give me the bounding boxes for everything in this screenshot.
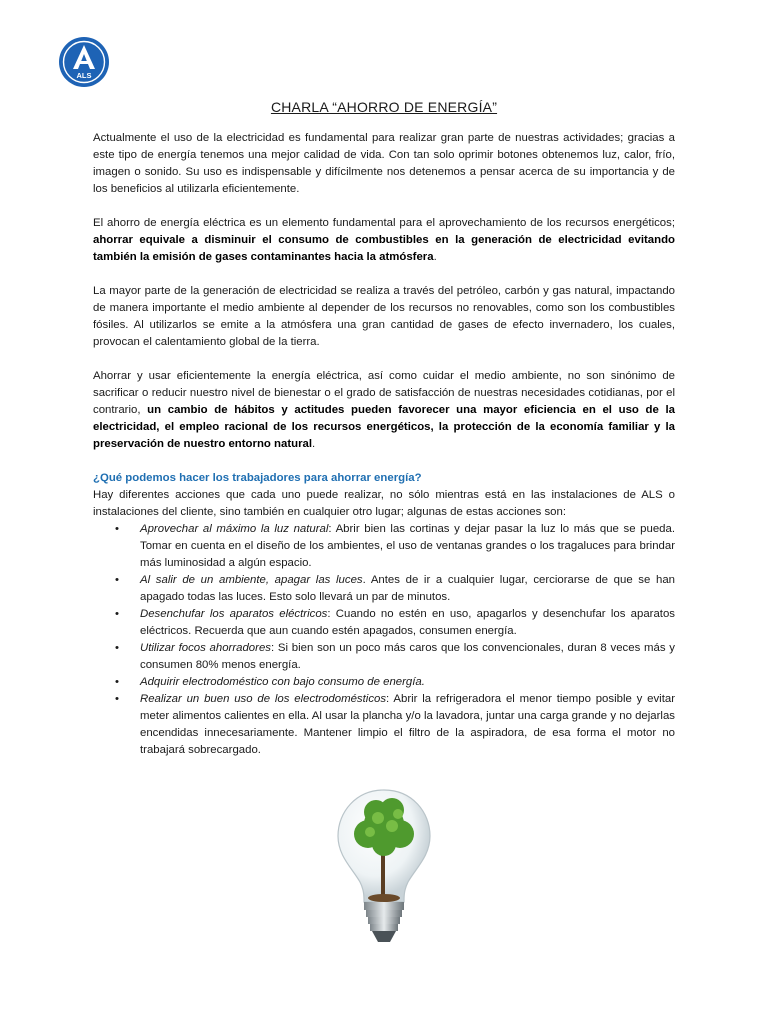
actions-list [93, 521, 675, 759]
als-logo [58, 36, 110, 88]
list-item [93, 691, 675, 759]
section-intro: Hay diferentes acciones que cada uno puede realizar, no sólo mientras está en las instalaciones de ALS o instalaciones del cliente, sino también en cualquier otro lugar; algunas de estas acciones son: [93, 489, 675, 518]
list-item [93, 674, 675, 691]
list-item-text: : Cuando no estén en uso, apagarlos y desenchufar los aparatos eléctricos. Recuerda que aun cuando estén apagados, consumen energía. [140, 608, 675, 637]
list-item-text: : Si bien son un poco más caros que los convencionales, duran 8 veces más y consumen 80% menos energía. [140, 642, 676, 671]
list-item-text: : Abrir bien las cortinas y dejar pasar la luz lo más que se pueda. Tomar en cuenta en el diseño de los ambientes, el uso de ventanas grandes o los tragaluces para brindar más luminosidad a algún espacio. [140, 523, 675, 569]
paragraph-4 [93, 368, 675, 453]
bullet-icon: • [115, 523, 119, 535]
list-item [93, 640, 675, 674]
list-item-title: Realizar un buen uso de los electrodomésticos [140, 693, 387, 705]
bullet-icon: • [115, 676, 119, 688]
document-title: CHARLA “AHORRO DE ENERGÍA” [270, 99, 498, 115]
list-item [93, 572, 675, 606]
paragraph-2-emphasis: ahorrar equivale a disminuir el consumo de combustibles en la generación de electricidad evitando también la emisión de gases contaminantes hacia la atmósfera [93, 234, 675, 263]
list-item-title: Al salir de un ambiente, apagar las luces [140, 574, 363, 586]
list-item [93, 606, 675, 640]
paragraph-4-end: . [312, 438, 316, 450]
list-item-text: : Abrir la refrigeradora el menor tiempo posible y evitar meter alimentos calientes en ella. Al usar la plancha y/o la lavadora, juntar una carga grande y no dejarlas encendidas innecesariamente. Mantener limpio el filtro de la aspiradora, de esa forma el motor no trabajará sobrecargado. [140, 693, 675, 756]
als-logo-text: ALS [76, 71, 92, 80]
document-body [93, 98, 675, 759]
paragraph-2-end: . [433, 251, 437, 263]
list-item-title: Desenchufar los aparatos eléctricos [140, 608, 328, 620]
paragraph-2-text: El ahorro de energía eléctrica es un elemento fundamental para el aprovechamiento de los recursos energéticos; [93, 217, 675, 229]
list-item-title: Utilizar focos ahorradores [140, 642, 271, 654]
paragraph-1: Actualmente el uso de la electricidad es fundamental para realizar gran parte de nuestras actividades; gracias a este tipo de energía tenemos una mejor calidad de vida. Con tan solo oprimir botones obtenemos luz, calor, frío, imagen o sonido. Su uso es indispensable y difícilmente nos detenemos a pensar acerca de su importancia y de los beneficios al utilizarla eficientemente. [93, 132, 675, 195]
paragraph-3: La mayor parte de la generación de electricidad se realiza a través del petróleo, carbón y gas natural, impactando de manera importante el medio ambiente al depender de los recursos no renovables, como son los combustibles fósiles. Al utilizarlos se emite a la atmósfera una gran cantidad de gases de efecto invernadero, los cuales, provocan el calentamiento global de la tierra. [93, 285, 675, 348]
bullet-icon: • [115, 574, 119, 586]
bullet-icon: • [115, 693, 119, 705]
bullet-icon: • [115, 608, 119, 620]
lightbulb-tree-image [330, 786, 438, 946]
list-item-title: Aprovechar al máximo la luz natural [140, 523, 329, 535]
list-item [93, 521, 675, 572]
bullet-icon: • [115, 642, 119, 654]
paragraph-4-text: Ahorrar y usar eficientemente la energía eléctrica, así como cuidar el medio ambiente, no son sinónimo de sacrificar o reducir nuestro nivel de bienestar o el grado de satisfacción de nuestras necesidades cotidianas, por el contrario, [93, 370, 675, 416]
section-question-heading: ¿Qué podemos hacer los trabajadores para ahorrar energía? [93, 472, 422, 484]
list-item-text: . Antes de ir a cualquier lugar, cerciorarse de que se han apagado todas las luces. Esto solo llevará un par de minutos. [140, 574, 676, 603]
list-item-title: Adquirir electrodoméstico con bajo consumo de energía. [140, 676, 425, 688]
paragraph-4-emphasis: un cambio de hábitos y actitudes pueden favorecer una mayor eficiencia en el uso de la electricidad, el empleo racional de los recursos energéticos, la protección de la economía familiar y la preservación de nuestro entorno natural [93, 404, 675, 450]
paragraph-2 [93, 215, 675, 266]
